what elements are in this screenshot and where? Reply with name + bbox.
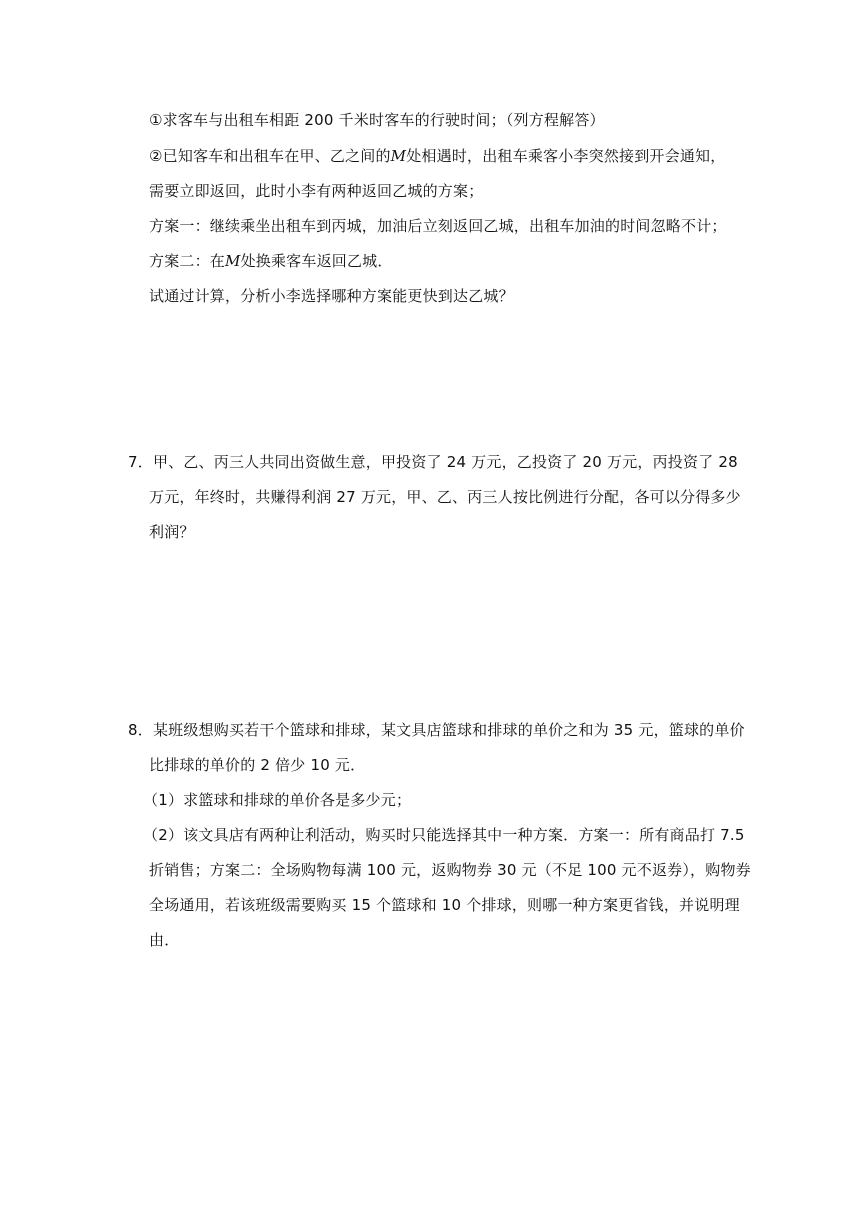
- q6-plan2-text-b: 处换乘客车返回乙城．: [240, 252, 393, 270]
- q6-part2-text-b: 处相遇时，出租车乘客小李突然接到开会通知，: [406, 147, 726, 165]
- q8-part2-line2: 折销售；方案二：全场购物每满 100 元，返购物券 30 元（不足 100 元不返券），购物券: [149, 861, 751, 879]
- q8-part2-line4: 由．: [149, 931, 180, 949]
- q7-line1: 7．甲、乙、丙三人共同出资做生意，甲投资了 24 万元，乙投资了 20 万元，丙投资了 28: [128, 453, 738, 471]
- q8-part1: （1）求篮球和排球的单价各是多少元；: [143, 791, 412, 809]
- q8-part2-line1: （2）该文具店有两种让利活动，购买时只能选择其中一种方案．方案一：所有商品打 7.5: [143, 826, 745, 844]
- q6-plan1: 方案一：继续乘坐出租车到丙城，加油后立刻返回乙城，出租车加油的时间忽略不计；: [149, 217, 727, 235]
- q6-part2-line1: [149, 146, 725, 166]
- q6-question: 试通过计算，分析小李选择哪种方案能更快到达乙城？: [149, 287, 514, 305]
- q7-line3: 利润？: [149, 523, 195, 541]
- q6-plan2-text-a: 方案二：在: [149, 252, 226, 270]
- q6-plan2-point-m: M: [225, 252, 241, 270]
- q8-line2: 比排球的单价的 2 倍少 10 元．: [149, 756, 366, 774]
- q6-plan2: [149, 251, 393, 271]
- q8-line1: 8．某班级想购买若干个篮球和排球，某文具店篮球和排球的单价之和为 35 元，篮球的单价: [128, 721, 745, 739]
- q6-part2-text-a: ②已知客车和出租车在甲、乙之间的: [149, 147, 391, 165]
- q8-part2-line3: 全场通用，若该班级需要购买 15 个篮球和 10 个排球，则哪一种方案更省钱，并说明理: [149, 896, 740, 914]
- q6-part2-line2: 需要立即返回，此时小李有两种返回乙城的方案；: [149, 182, 484, 200]
- q7-line2: 万元，年终时，共赚得利润 27 万元，甲、乙、丙三人按比例进行分配，各可以分得多少: [149, 488, 741, 506]
- q6-point-m: M: [390, 147, 407, 165]
- q6-part1: ①求客车与出租车相距 200 千米时客车的行驶时间；（列方程解答）: [149, 111, 605, 129]
